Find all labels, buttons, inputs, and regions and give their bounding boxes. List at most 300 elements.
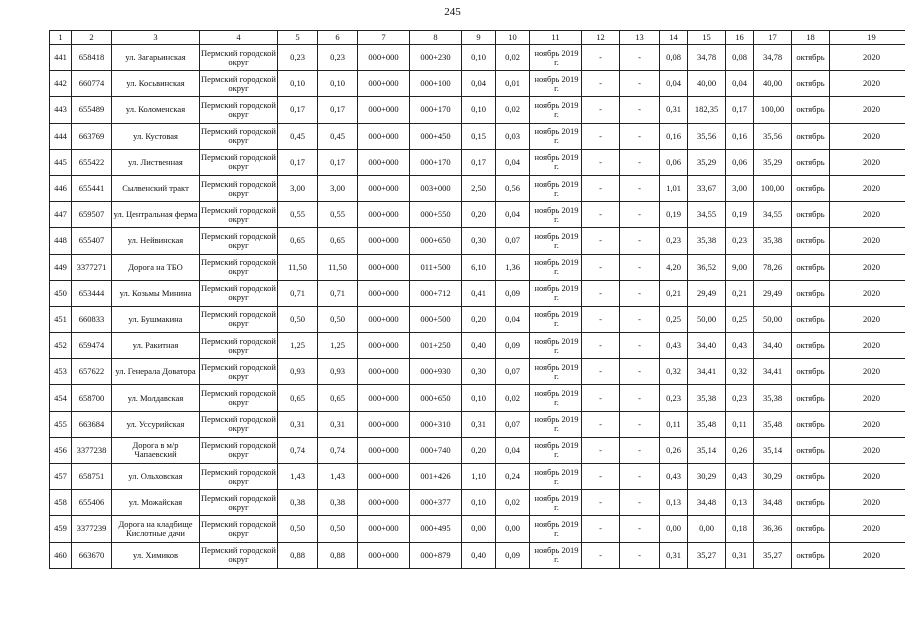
municipality-cell: Пермский городской округ xyxy=(200,97,278,123)
row-index-cell: 455 xyxy=(50,411,72,437)
column-number: 19 xyxy=(830,31,905,45)
end-km-cell: 000+450 xyxy=(410,123,462,149)
col-9-cell: 2,50 xyxy=(462,175,496,201)
col-14-cell: 0,23 xyxy=(660,385,688,411)
col-10-cell: 0,56 xyxy=(496,175,530,201)
period-cell: ноябрь 2019 г. xyxy=(530,516,582,542)
row-index-cell: 444 xyxy=(50,123,72,149)
col-17-cell: 78,26 xyxy=(754,254,792,280)
col-13-cell: - xyxy=(620,306,660,332)
col-17-cell: 34,48 xyxy=(754,490,792,516)
col-5-cell: 1,25 xyxy=(278,333,318,359)
col-13-cell: - xyxy=(620,411,660,437)
year-cell: 2020 xyxy=(830,45,905,71)
col-12-cell: - xyxy=(582,228,620,254)
start-km-cell: 000+000 xyxy=(358,254,410,280)
col-9-cell: 0,17 xyxy=(462,149,496,175)
col-10-cell: 0,07 xyxy=(496,228,530,254)
start-km-cell: 000+000 xyxy=(358,202,410,228)
col-5-cell: 0,88 xyxy=(278,542,318,568)
col-9-cell: 0,40 xyxy=(462,542,496,568)
col-15-cell: 0,00 xyxy=(688,516,726,542)
col-9-cell: 0,04 xyxy=(462,71,496,97)
year-cell: 2020 xyxy=(830,254,905,280)
road-id-cell: 660833 xyxy=(72,306,112,332)
col-5-cell: 0,17 xyxy=(278,97,318,123)
col-13-cell: - xyxy=(620,280,660,306)
col-9-cell: 0,10 xyxy=(462,45,496,71)
table-row xyxy=(50,175,905,201)
row-index-cell: 443 xyxy=(50,97,72,123)
year-cell: 2020 xyxy=(830,333,905,359)
col-12-cell: - xyxy=(582,175,620,201)
municipality-cell: Пермский городской округ xyxy=(200,202,278,228)
col-17-cell: 35,56 xyxy=(754,123,792,149)
col-17-cell: 35,27 xyxy=(754,542,792,568)
col-5-cell: 0,23 xyxy=(278,45,318,71)
road-name-cell: ул. Кустовая xyxy=(112,123,200,149)
road-id-cell: 658751 xyxy=(72,464,112,490)
column-number: 6 xyxy=(318,31,358,45)
col-13-cell: - xyxy=(620,542,660,568)
col-6-cell: 0,74 xyxy=(318,437,358,463)
road-name-cell: ул. Бушмакина xyxy=(112,306,200,332)
col-6-cell: 0,38 xyxy=(318,490,358,516)
road-id-cell: 659474 xyxy=(72,333,112,359)
road-name-cell: ул. Ракитная xyxy=(112,333,200,359)
col-16-cell: 0,43 xyxy=(726,333,754,359)
col-9-cell: 1,10 xyxy=(462,464,496,490)
start-km-cell: 000+000 xyxy=(358,228,410,254)
road-name-cell: ул. Лиственная xyxy=(112,149,200,175)
col-10-cell: 0,04 xyxy=(496,149,530,175)
column-number: 18 xyxy=(792,31,830,45)
month-cell: октябрь xyxy=(792,228,830,254)
col-17-cell: 34,41 xyxy=(754,359,792,385)
col-13-cell: - xyxy=(620,254,660,280)
col-10-cell: 0,04 xyxy=(496,306,530,332)
col-10-cell: 0,04 xyxy=(496,202,530,228)
road-id-cell: 653444 xyxy=(72,280,112,306)
col-5-cell: 0,93 xyxy=(278,359,318,385)
year-cell: 2020 xyxy=(830,280,905,306)
col-14-cell: 0,13 xyxy=(660,490,688,516)
col-14-cell: 0,32 xyxy=(660,359,688,385)
row-index-cell: 453 xyxy=(50,359,72,385)
month-cell: октябрь xyxy=(792,123,830,149)
period-cell: ноябрь 2019 г. xyxy=(530,437,582,463)
road-id-cell: 663670 xyxy=(72,542,112,568)
end-km-cell: 000+100 xyxy=(410,71,462,97)
row-index-cell: 449 xyxy=(50,254,72,280)
end-km-cell: 003+000 xyxy=(410,175,462,201)
road-name-cell: ул. Ольховская xyxy=(112,464,200,490)
road-id-cell: 658418 xyxy=(72,45,112,71)
column-number: 7 xyxy=(358,31,410,45)
road-id-cell: 659507 xyxy=(72,202,112,228)
col-10-cell: 0,09 xyxy=(496,280,530,306)
col-9-cell: 0,20 xyxy=(462,306,496,332)
column-number: 13 xyxy=(620,31,660,45)
month-cell: октябрь xyxy=(792,202,830,228)
col-12-cell: - xyxy=(582,516,620,542)
col-14-cell: 0,19 xyxy=(660,202,688,228)
month-cell: октябрь xyxy=(792,97,830,123)
col-5-cell: 0,45 xyxy=(278,123,318,149)
col-14-cell: 0,31 xyxy=(660,542,688,568)
col-16-cell: 0,13 xyxy=(726,490,754,516)
table-row xyxy=(50,333,905,359)
col-12-cell: - xyxy=(582,97,620,123)
col-15-cell: 35,48 xyxy=(688,411,726,437)
col-9-cell: 6,10 xyxy=(462,254,496,280)
month-cell: октябрь xyxy=(792,411,830,437)
col-12-cell: - xyxy=(582,254,620,280)
column-number: 15 xyxy=(688,31,726,45)
col-17-cell: 34,40 xyxy=(754,333,792,359)
col-10-cell: 0,00 xyxy=(496,516,530,542)
col-16-cell: 0,25 xyxy=(726,306,754,332)
col-15-cell: 35,56 xyxy=(688,123,726,149)
col-10-cell: 0,09 xyxy=(496,333,530,359)
col-16-cell: 9,00 xyxy=(726,254,754,280)
road-name-cell: Дорога на кладбище Кислотные дачи xyxy=(112,516,200,542)
col-9-cell: 0,10 xyxy=(462,385,496,411)
end-km-cell: 000+879 xyxy=(410,542,462,568)
start-km-cell: 000+000 xyxy=(358,437,410,463)
col-14-cell: 0,21 xyxy=(660,280,688,306)
end-km-cell: 000+550 xyxy=(410,202,462,228)
col-16-cell: 0,06 xyxy=(726,149,754,175)
col-16-cell: 0,11 xyxy=(726,411,754,437)
month-cell: октябрь xyxy=(792,280,830,306)
col-10-cell: 0,24 xyxy=(496,464,530,490)
table-body xyxy=(50,31,905,569)
road-id-cell: 655441 xyxy=(72,175,112,201)
road-name-cell: ул. Козьмы Минина xyxy=(112,280,200,306)
col-9-cell: 0,00 xyxy=(462,516,496,542)
col-6-cell: 11,50 xyxy=(318,254,358,280)
road-name-cell: ул. Уссурийская xyxy=(112,411,200,437)
month-cell: октябрь xyxy=(792,306,830,332)
row-index-cell: 445 xyxy=(50,149,72,175)
road-id-cell: 655407 xyxy=(72,228,112,254)
col-10-cell: 0,09 xyxy=(496,542,530,568)
end-km-cell: 000+377 xyxy=(410,490,462,516)
col-15-cell: 35,38 xyxy=(688,385,726,411)
col-14-cell: 0,06 xyxy=(660,149,688,175)
col-13-cell: - xyxy=(620,202,660,228)
period-cell: ноябрь 2019 г. xyxy=(530,202,582,228)
month-cell: октябрь xyxy=(792,149,830,175)
col-14-cell: 0,25 xyxy=(660,306,688,332)
period-cell: ноябрь 2019 г. xyxy=(530,97,582,123)
table-row xyxy=(50,254,905,280)
month-cell: октябрь xyxy=(792,359,830,385)
col-17-cell: 35,38 xyxy=(754,385,792,411)
col-15-cell: 50,00 xyxy=(688,306,726,332)
period-cell: ноябрь 2019 г. xyxy=(530,149,582,175)
road-name-cell: ул. Центральная ферма xyxy=(112,202,200,228)
column-number: 9 xyxy=(462,31,496,45)
period-cell: ноябрь 2019 г. xyxy=(530,411,582,437)
col-9-cell: 0,10 xyxy=(462,97,496,123)
col-17-cell: 35,14 xyxy=(754,437,792,463)
col-15-cell: 29,49 xyxy=(688,280,726,306)
col-9-cell: 0,31 xyxy=(462,411,496,437)
col-15-cell: 35,38 xyxy=(688,228,726,254)
road-name-cell: ул. Косьвинская xyxy=(112,71,200,97)
col-6-cell: 0,17 xyxy=(318,149,358,175)
road-name-cell: Дорога в м/р Чапаевский xyxy=(112,437,200,463)
period-cell: ноябрь 2019 г. xyxy=(530,175,582,201)
col-17-cell: 35,38 xyxy=(754,228,792,254)
start-km-cell: 000+000 xyxy=(358,359,410,385)
municipality-cell: Пермский городской округ xyxy=(200,542,278,568)
col-10-cell: 1,36 xyxy=(496,254,530,280)
start-km-cell: 000+000 xyxy=(358,280,410,306)
table-row xyxy=(50,202,905,228)
col-5-cell: 0,65 xyxy=(278,228,318,254)
col-17-cell: 34,78 xyxy=(754,45,792,71)
start-km-cell: 000+000 xyxy=(358,123,410,149)
municipality-cell: Пермский городской округ xyxy=(200,175,278,201)
road-id-cell: 663684 xyxy=(72,411,112,437)
col-5-cell: 1,43 xyxy=(278,464,318,490)
col-10-cell: 0,02 xyxy=(496,45,530,71)
col-14-cell: 4,20 xyxy=(660,254,688,280)
period-cell: ноябрь 2019 г. xyxy=(530,280,582,306)
col-13-cell: - xyxy=(620,45,660,71)
column-number: 16 xyxy=(726,31,754,45)
col-17-cell: 29,49 xyxy=(754,280,792,306)
municipality-cell: Пермский городской округ xyxy=(200,359,278,385)
table-row xyxy=(50,97,905,123)
col-15-cell: 35,14 xyxy=(688,437,726,463)
col-6-cell: 0,45 xyxy=(318,123,358,149)
table-row xyxy=(50,516,905,542)
col-13-cell: - xyxy=(620,359,660,385)
month-cell: октябрь xyxy=(792,542,830,568)
municipality-cell: Пермский городской округ xyxy=(200,490,278,516)
end-km-cell: 001+426 xyxy=(410,464,462,490)
col-14-cell: 0,23 xyxy=(660,228,688,254)
col-13-cell: - xyxy=(620,437,660,463)
col-14-cell: 0,16 xyxy=(660,123,688,149)
table-row xyxy=(50,464,905,490)
col-15-cell: 34,55 xyxy=(688,202,726,228)
col-15-cell: 182,35 xyxy=(688,97,726,123)
col-16-cell: 0,31 xyxy=(726,542,754,568)
year-cell: 2020 xyxy=(830,490,905,516)
col-13-cell: - xyxy=(620,333,660,359)
table-row xyxy=(50,45,905,71)
col-14-cell: 0,00 xyxy=(660,516,688,542)
col-13-cell: - xyxy=(620,228,660,254)
col-14-cell: 0,26 xyxy=(660,437,688,463)
period-cell: ноябрь 2019 г. xyxy=(530,306,582,332)
column-number: 5 xyxy=(278,31,318,45)
col-17-cell: 35,29 xyxy=(754,149,792,175)
road-id-cell: 3377239 xyxy=(72,516,112,542)
col-15-cell: 40,00 xyxy=(688,71,726,97)
col-10-cell: 0,03 xyxy=(496,123,530,149)
period-cell: ноябрь 2019 г. xyxy=(530,228,582,254)
municipality-cell: Пермский городской округ xyxy=(200,149,278,175)
col-12-cell: - xyxy=(582,123,620,149)
col-16-cell: 0,32 xyxy=(726,359,754,385)
month-cell: октябрь xyxy=(792,464,830,490)
col-12-cell: - xyxy=(582,149,620,175)
col-10-cell: 0,02 xyxy=(496,385,530,411)
col-15-cell: 33,67 xyxy=(688,175,726,201)
col-16-cell: 0,18 xyxy=(726,516,754,542)
year-cell: 2020 xyxy=(830,175,905,201)
col-15-cell: 34,40 xyxy=(688,333,726,359)
period-cell: ноябрь 2019 г. xyxy=(530,45,582,71)
row-index-cell: 456 xyxy=(50,437,72,463)
col-6-cell: 1,43 xyxy=(318,464,358,490)
table-row xyxy=(50,149,905,175)
col-13-cell: - xyxy=(620,97,660,123)
end-km-cell: 000+495 xyxy=(410,516,462,542)
col-6-cell: 3,00 xyxy=(318,175,358,201)
col-9-cell: 0,15 xyxy=(462,123,496,149)
col-9-cell: 0,10 xyxy=(462,490,496,516)
col-12-cell: - xyxy=(582,333,620,359)
road-id-cell: 657622 xyxy=(72,359,112,385)
municipality-cell: Пермский городской округ xyxy=(200,464,278,490)
start-km-cell: 000+000 xyxy=(358,306,410,332)
road-name-cell: Дорога на ТБО xyxy=(112,254,200,280)
road-id-cell: 3377238 xyxy=(72,437,112,463)
col-13-cell: - xyxy=(620,464,660,490)
row-index-cell: 450 xyxy=(50,280,72,306)
col-17-cell: 40,00 xyxy=(754,71,792,97)
road-name-cell: ул. Коломенская xyxy=(112,97,200,123)
col-10-cell: 0,07 xyxy=(496,411,530,437)
col-15-cell: 35,27 xyxy=(688,542,726,568)
col-10-cell: 0,02 xyxy=(496,97,530,123)
col-13-cell: - xyxy=(620,385,660,411)
column-number: 3 xyxy=(112,31,200,45)
col-6-cell: 0,93 xyxy=(318,359,358,385)
column-number: 14 xyxy=(660,31,688,45)
col-15-cell: 30,29 xyxy=(688,464,726,490)
col-16-cell: 0,04 xyxy=(726,71,754,97)
col-6-cell: 0,50 xyxy=(318,306,358,332)
municipality-cell: Пермский городской округ xyxy=(200,280,278,306)
col-6-cell: 0,10 xyxy=(318,71,358,97)
col-12-cell: - xyxy=(582,202,620,228)
col-13-cell: - xyxy=(620,149,660,175)
col-16-cell: 0,08 xyxy=(726,45,754,71)
column-number: 12 xyxy=(582,31,620,45)
col-14-cell: 1,01 xyxy=(660,175,688,201)
start-km-cell: 000+000 xyxy=(358,411,410,437)
period-cell: ноябрь 2019 г. xyxy=(530,385,582,411)
col-6-cell: 0,50 xyxy=(318,516,358,542)
row-index-cell: 447 xyxy=(50,202,72,228)
end-km-cell: 000+170 xyxy=(410,97,462,123)
col-15-cell: 36,52 xyxy=(688,254,726,280)
col-13-cell: - xyxy=(620,71,660,97)
road-id-cell: 655406 xyxy=(72,490,112,516)
col-9-cell: 0,30 xyxy=(462,228,496,254)
table-row xyxy=(50,411,905,437)
start-km-cell: 000+000 xyxy=(358,542,410,568)
period-cell: ноябрь 2019 г. xyxy=(530,254,582,280)
municipality-cell: Пермский городской округ xyxy=(200,385,278,411)
month-cell: октябрь xyxy=(792,45,830,71)
month-cell: октябрь xyxy=(792,385,830,411)
road-name-cell: ул. Можайская xyxy=(112,490,200,516)
table-row xyxy=(50,71,905,97)
road-id-cell: 663769 xyxy=(72,123,112,149)
col-6-cell: 0,23 xyxy=(318,45,358,71)
col-5-cell: 3,00 xyxy=(278,175,318,201)
col-5-cell: 0,55 xyxy=(278,202,318,228)
col-12-cell: - xyxy=(582,490,620,516)
road-id-cell: 655422 xyxy=(72,149,112,175)
year-cell: 2020 xyxy=(830,411,905,437)
col-17-cell: 100,00 xyxy=(754,97,792,123)
col-6-cell: 0,55 xyxy=(318,202,358,228)
month-cell: октябрь xyxy=(792,175,830,201)
row-index-cell: 448 xyxy=(50,228,72,254)
col-5-cell: 0,10 xyxy=(278,71,318,97)
col-5-cell: 0,17 xyxy=(278,149,318,175)
municipality-cell: Пермский городской округ xyxy=(200,71,278,97)
col-5-cell: 0,31 xyxy=(278,411,318,437)
end-km-cell: 000+650 xyxy=(410,385,462,411)
month-cell: октябрь xyxy=(792,490,830,516)
start-km-cell: 000+000 xyxy=(358,149,410,175)
col-6-cell: 1,25 xyxy=(318,333,358,359)
start-km-cell: 000+000 xyxy=(358,175,410,201)
col-9-cell: 0,20 xyxy=(462,437,496,463)
start-km-cell: 000+000 xyxy=(358,45,410,71)
period-cell: ноябрь 2019 г. xyxy=(530,490,582,516)
start-km-cell: 000+000 xyxy=(358,71,410,97)
month-cell: октябрь xyxy=(792,437,830,463)
road-id-cell: 658700 xyxy=(72,385,112,411)
end-km-cell: 000+170 xyxy=(410,149,462,175)
column-number: 1 xyxy=(50,31,72,45)
end-km-cell: 011+500 xyxy=(410,254,462,280)
end-km-cell: 000+930 xyxy=(410,359,462,385)
page-number: 245 xyxy=(444,6,461,18)
col-17-cell: 35,48 xyxy=(754,411,792,437)
period-cell: ноябрь 2019 г. xyxy=(530,542,582,568)
year-cell: 2020 xyxy=(830,437,905,463)
municipality-cell: Пермский городской округ xyxy=(200,45,278,71)
municipality-cell: Пермский городской округ xyxy=(200,437,278,463)
col-13-cell: - xyxy=(620,123,660,149)
col-5-cell: 0,65 xyxy=(278,385,318,411)
month-cell: октябрь xyxy=(792,333,830,359)
col-10-cell: 0,07 xyxy=(496,359,530,385)
year-cell: 2020 xyxy=(830,149,905,175)
end-km-cell: 000+650 xyxy=(410,228,462,254)
road-name-cell: ул. Загарьинская xyxy=(112,45,200,71)
col-17-cell: 50,00 xyxy=(754,306,792,332)
row-index-cell: 459 xyxy=(50,516,72,542)
road-id-cell: 3377271 xyxy=(72,254,112,280)
col-9-cell: 0,40 xyxy=(462,333,496,359)
road-id-cell: 655489 xyxy=(72,97,112,123)
row-index-cell: 442 xyxy=(50,71,72,97)
